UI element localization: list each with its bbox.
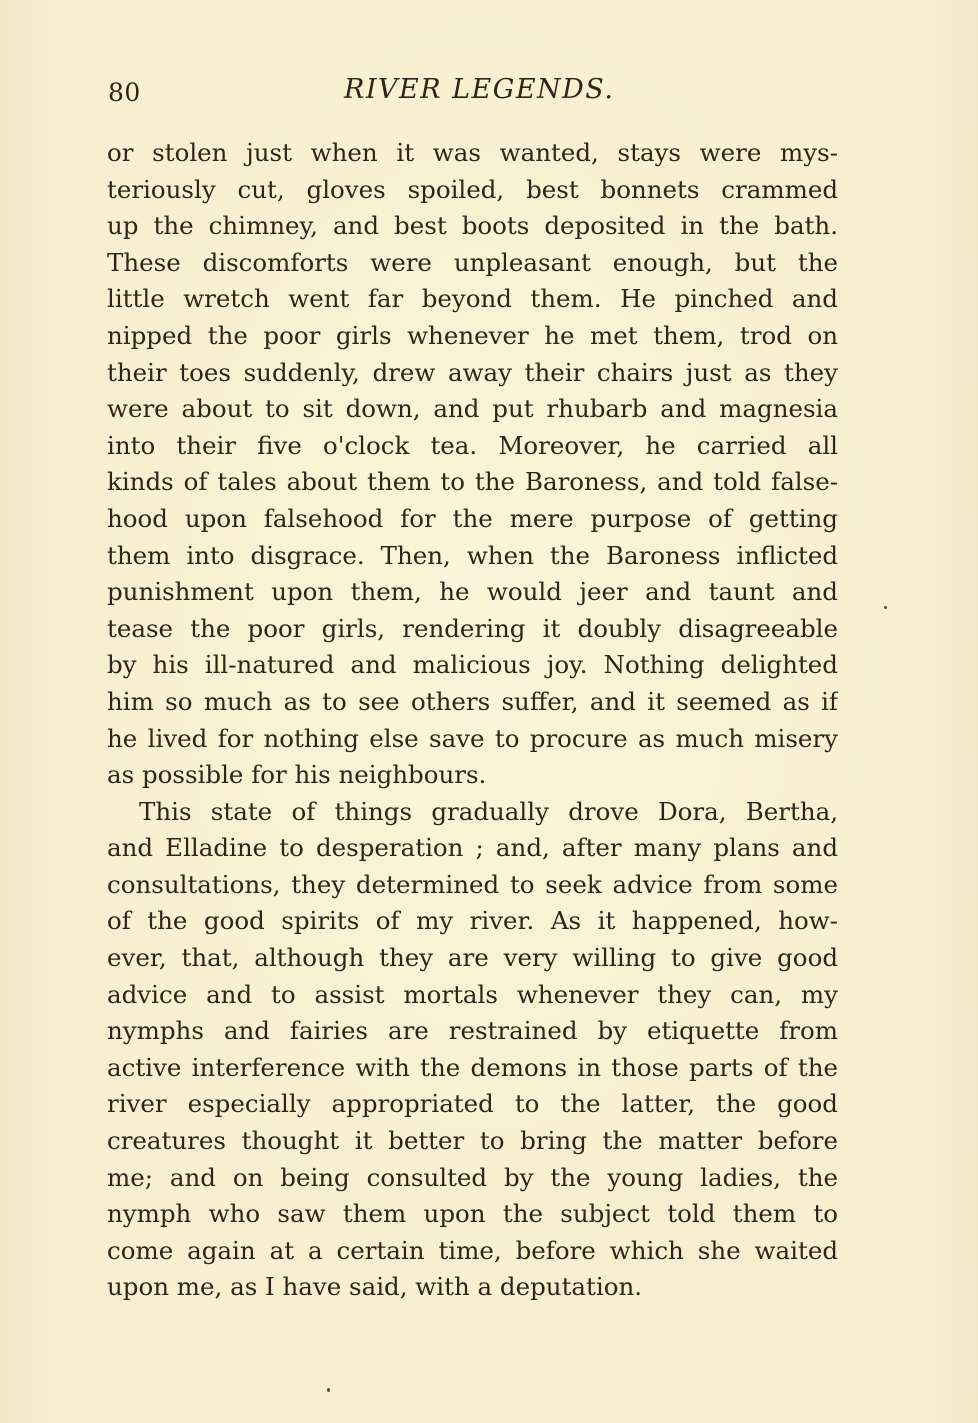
text-line: nymphs and fairies are restrained by etiquette from <box>107 1016 838 1046</box>
text-line: of the good spirits of my river. As it happened, how- <box>107 906 838 936</box>
text-line: he lived for nothing else save to procure as much misery <box>107 723 838 753</box>
text-line: little wretch went far beyond them. He pinched and <box>107 284 838 314</box>
text-line: were about to sit down, and put rhubarb and magnesia <box>107 394 838 424</box>
text-line: This state of things gradually drove Dora, Bertha, <box>139 796 838 826</box>
text-line: kinds of tales about them to the Baroness, and told false- <box>107 467 838 497</box>
text-line: teriously cut, gloves spoiled, best bonnets crammed <box>107 174 838 204</box>
text-line: up the chimney, and best boots deposited in the bath. <box>107 211 838 241</box>
text-line: as possible for his neighbours. <box>107 760 487 790</box>
text-line: nipped the poor girls whenever he met them, trod on <box>107 320 838 350</box>
text-line: their toes suddenly, drew away their chairs just as they <box>107 357 838 387</box>
ink-speck <box>884 606 887 609</box>
text-line: tease the poor girls, rendering it doubly disagreeable <box>107 613 838 643</box>
text-line: him so much as to see others suffer, and it seemed as if <box>107 686 838 716</box>
text-line: creatures thought it better to bring the matter before <box>107 1126 838 1156</box>
page-number: 80 <box>108 78 141 107</box>
text-line: advice and to assist mortals whenever they can, my <box>107 979 838 1009</box>
text-line: and Elladine to desperation ; and, after many plans and <box>107 833 838 863</box>
text-line: into their five o'clock tea. Moreover, he carried all <box>107 430 838 460</box>
text-line: or stolen just when it was wanted, stays were mys- <box>107 138 838 167</box>
body-text <box>107 135 838 1306</box>
running-title: RIVER LEGENDS. <box>344 74 615 105</box>
text-line: me; and on being consulted by the young ladies, the <box>107 1162 838 1192</box>
text-line: consultations, they determined to seek advice from some <box>107 869 838 899</box>
text-line: active interference with the demons in those parts of the <box>107 1052 838 1082</box>
text-line: by his ill-natured and malicious joy. Nothing delighted <box>107 650 838 680</box>
text-line: ever, that, although they are very willing to give good <box>107 943 838 973</box>
text-line: upon me, as I have said, with a deputation. <box>107 1272 643 1302</box>
ink-speck <box>327 1388 330 1392</box>
text-line: them into disgrace. Then, when the Baroness inflicted <box>107 540 838 570</box>
text-line: river especially appropriated to the latter, the good <box>107 1089 838 1119</box>
running-head <box>108 74 838 114</box>
paragraph-2 <box>107 794 838 1306</box>
paragraph-1 <box>107 135 838 794</box>
text-line: punishment upon them, he would jeer and taunt and <box>107 577 838 607</box>
text-line: come again at a certain time, before which she waited <box>107 1235 838 1265</box>
text-line: hood upon falsehood for the mere purpose of getting <box>107 503 838 533</box>
text-line: These discomforts were unpleasant enough, but the <box>107 247 838 277</box>
text-line: nymph who saw them upon the subject told them to <box>107 1199 838 1229</box>
